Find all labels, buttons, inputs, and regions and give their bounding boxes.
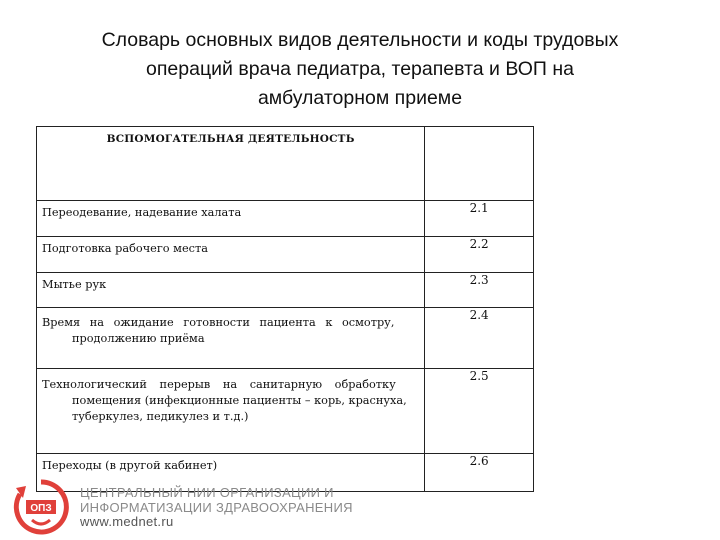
activity-name: Переходы (в другой кабинет) [42,459,218,472]
activity-name-line: продолжению приёма [72,332,205,345]
table-header-code-cell [425,127,534,201]
activity-code: 2.2 [425,237,534,273]
activity-code: 2.5 [425,369,534,454]
activity-name: Подготовка рабочего места [42,242,208,255]
title-line: амбулаторном приеме [257,87,463,109]
activity-code-table [36,126,534,492]
table-header-cell: ВСПОМОГАТЕЛЬНАЯ ДЕЯТЕЛЬНОСТЬ [37,127,425,201]
table-row [37,237,534,273]
table-row [37,273,534,308]
activity-code: 2.4 [425,308,534,369]
institute-caption [80,486,353,530]
activity-name-line: Время на ожидание готовности пациента к осмотру, [42,316,395,329]
institute-name-line: ИНФОРМАТИЗАЦИИ ЗДРАВООХРАНЕНИЯ [80,499,353,515]
table-header-row [37,127,534,201]
title-line: Словарь основных видов деятельности и коды трудовых [101,29,619,51]
slide-title [40,26,680,113]
activity-name: Мытье рук [42,278,107,291]
activity-name-line: Технологический перерыв на санитарную обработку [42,378,396,391]
activity-code: 2.1 [425,201,534,237]
title-line: операций врача педиатра, терапевта и ВОП на [146,58,574,80]
activity-name-line: туберкулез, педикулез и т.д.) [72,410,249,423]
institute-logo-icon [12,478,70,536]
activity-code: 2.3 [425,273,534,308]
table-row [37,201,534,237]
institute-url: www.mednet.ru [80,514,174,529]
institute-name-line: ЦЕНТРАЛЬНЫЙ НИИ ОРГАНИЗАЦИИ И [80,485,334,500]
activity-name-line: помещения (инфекционные пациенты – корь, краснуха, [72,394,407,407]
table-row [37,369,534,454]
activity-name: Переодевание, надевание халата [42,206,242,219]
logo-text: ОПЗ [30,503,52,514]
table-row [37,308,534,369]
activity-code: 2.6 [425,454,534,492]
